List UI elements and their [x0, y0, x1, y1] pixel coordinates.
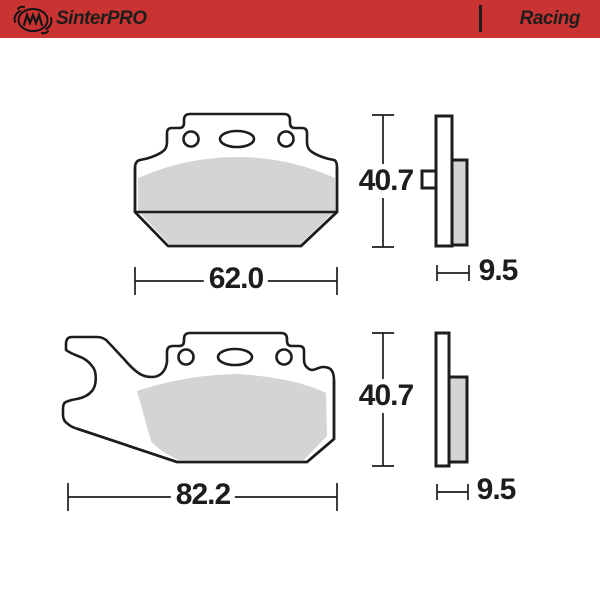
pad2-friction-material: [137, 374, 327, 460]
pad1-side-plate: [436, 116, 452, 246]
pad1-side-view: [422, 116, 467, 246]
pad2-slot: [218, 349, 252, 365]
pad2-width-label: 82.2: [171, 478, 235, 512]
pad2-right-hook: [277, 350, 292, 365]
pad2-side-friction: [448, 377, 467, 462]
pad1-front-view: [135, 114, 337, 246]
header-divider: [479, 5, 482, 32]
edition-title: Racing: [519, 8, 580, 29]
pad1-right-hook: [279, 132, 294, 147]
pad1-slot: [220, 131, 254, 147]
pad1-width-label: 62.0: [204, 262, 268, 296]
pad1-thickness-dimline: [437, 265, 469, 281]
pad1-friction-material: [138, 157, 335, 244]
pad1-left-hook: [184, 132, 199, 147]
pad1-height-label: 40.7: [354, 164, 418, 198]
pad2-thickness-label: 9.5: [472, 473, 521, 507]
pad2-front-view: [63, 333, 334, 462]
pad1-side-tab: [422, 171, 436, 188]
pad2-side-plate: [436, 333, 449, 466]
brand-title: SinterPRO: [56, 8, 147, 29]
pad2-left-hook: [179, 350, 194, 365]
header-band: [0, 0, 600, 38]
moto-master-logo-icon: [12, 3, 54, 37]
pad2-side-view: [436, 333, 467, 466]
pad2-thickness-dimline: [437, 484, 468, 500]
pad2-height-label: 40.7: [354, 379, 418, 413]
pad1-thickness-label: 9.5: [474, 254, 523, 288]
